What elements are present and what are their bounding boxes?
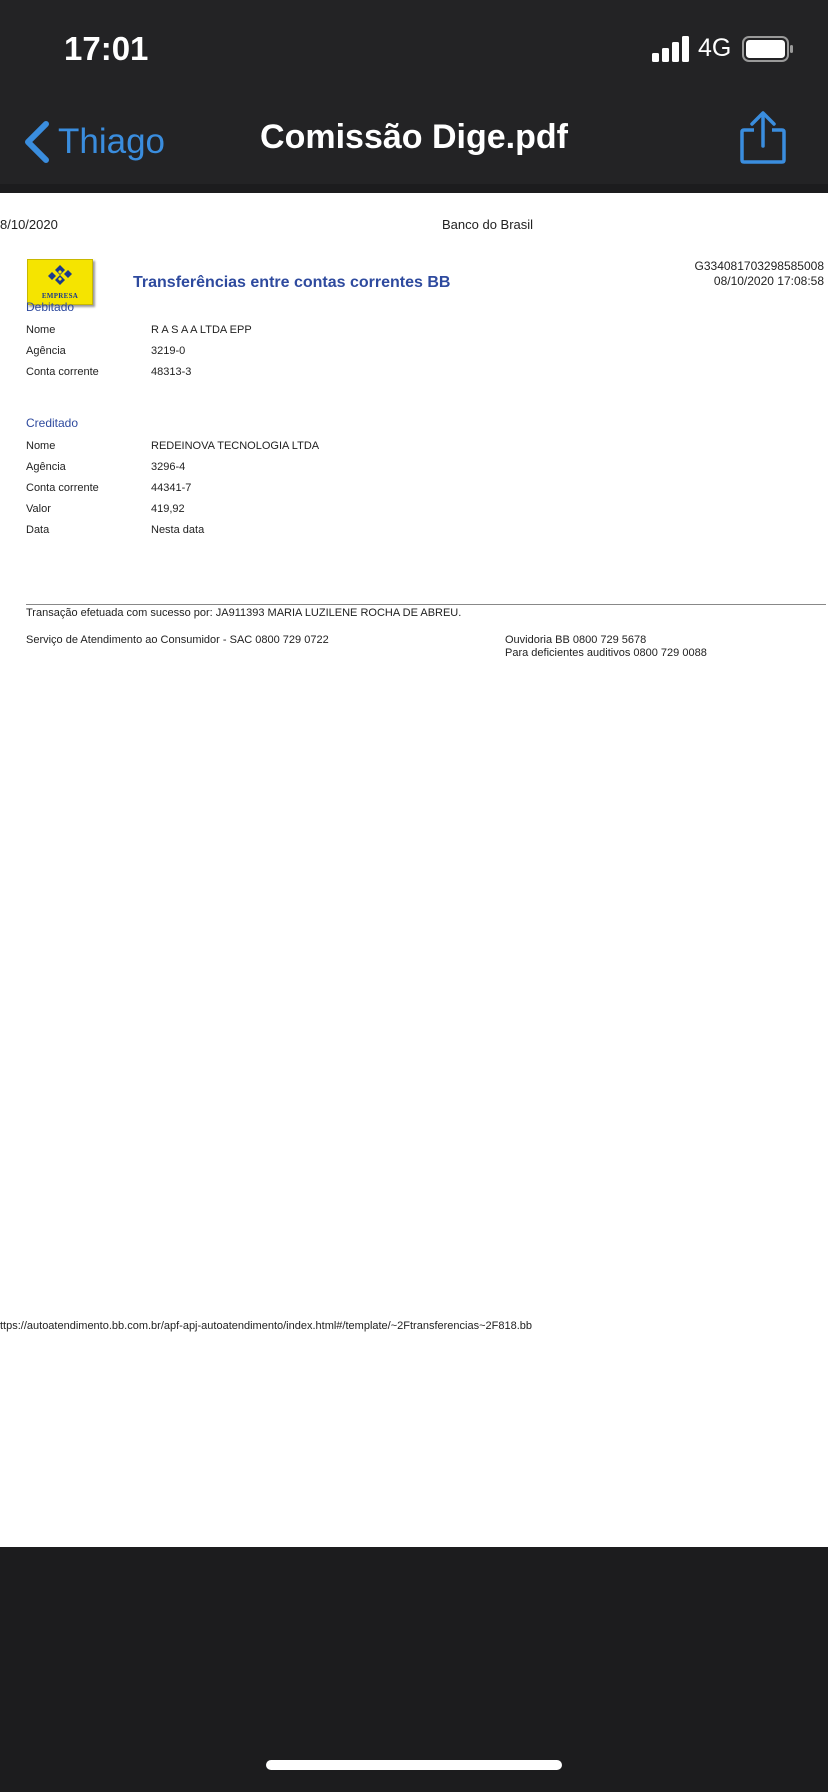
share-icon[interactable]	[738, 110, 788, 164]
nav-bar	[0, 100, 828, 185]
credit-label-valor: Valor	[26, 503, 51, 515]
page-url: ttps://autoatendimento.bb.com.br/apf-apj-autoatendimento/index.html#/template/~2Ftransferencias~2F818.bb	[0, 1320, 532, 1332]
credit-value-data: Nesta data	[151, 524, 205, 536]
deficientes-phone: Para deficientes auditivos 0800 729 0088	[505, 647, 707, 659]
credit-value-agencia: 3296-4	[151, 461, 186, 473]
document-title: Transferências entre contas correntes BB	[133, 274, 451, 291]
credit-label-data: Data	[26, 524, 50, 536]
logo-label: EMPRESA	[41, 292, 79, 300]
debit-label-conta: Conta corrente	[26, 366, 99, 378]
print-date: 8/10/2020	[0, 217, 58, 232]
credit-value-valor: 419,92	[151, 503, 185, 515]
debit-label-nome: Nome	[26, 324, 56, 336]
home-indicator[interactable]	[266, 1760, 562, 1770]
debit-label-agencia: Agência	[26, 345, 66, 357]
status-bar	[0, 0, 828, 100]
signal-icon	[652, 36, 692, 62]
debit-value-conta: 48313-3	[151, 366, 192, 378]
sac-phone: Serviço de Atendimento ao Consumidor - SAC 0800 729 0722	[26, 634, 329, 646]
network-type: 4G	[698, 34, 732, 62]
status-time: 17:01	[64, 30, 149, 67]
divider	[0, 184, 828, 193]
success-message: Transação efetuada com sucesso por: JA911393 MARIA LUZILENE ROCHA DE ABREU.	[26, 607, 462, 619]
bank-name: Banco do Brasil	[442, 217, 534, 232]
transaction-datetime: 08/10/2020 17:08:58	[713, 274, 824, 288]
battery-icon	[742, 36, 794, 62]
page-title: Comissão Dige.pdf	[260, 118, 568, 156]
credit-label-agencia: Agência	[26, 461, 66, 473]
transaction-code: G334081703298585008	[694, 259, 824, 273]
ouvidoria-block	[505, 634, 707, 660]
credit-label-nome: Nome	[26, 440, 56, 452]
credit-label-conta: Conta corrente	[26, 482, 99, 494]
bb-logo-icon	[48, 264, 72, 286]
debit-value-nome: R A S A A LTDA EPP	[151, 324, 252, 336]
credit-value-nome: REDEINOVA TECNOLOGIA LTDA	[151, 440, 320, 452]
pdf-page[interactable]	[0, 193, 828, 1547]
section-creditado: Creditado	[26, 416, 79, 430]
chevron-left-icon	[20, 118, 52, 166]
back-button[interactable]	[20, 114, 165, 170]
separator-line	[26, 604, 826, 605]
credit-value-conta: 44341-7	[151, 482, 192, 494]
debit-value-agencia: 3219-0	[151, 345, 186, 357]
ouvidoria-phone: Ouvidoria BB 0800 729 5678	[505, 634, 647, 646]
section-debitado: Debitado	[26, 300, 75, 314]
back-button-label: Thiago	[58, 122, 166, 161]
bb-empresa-logo	[27, 259, 93, 305]
